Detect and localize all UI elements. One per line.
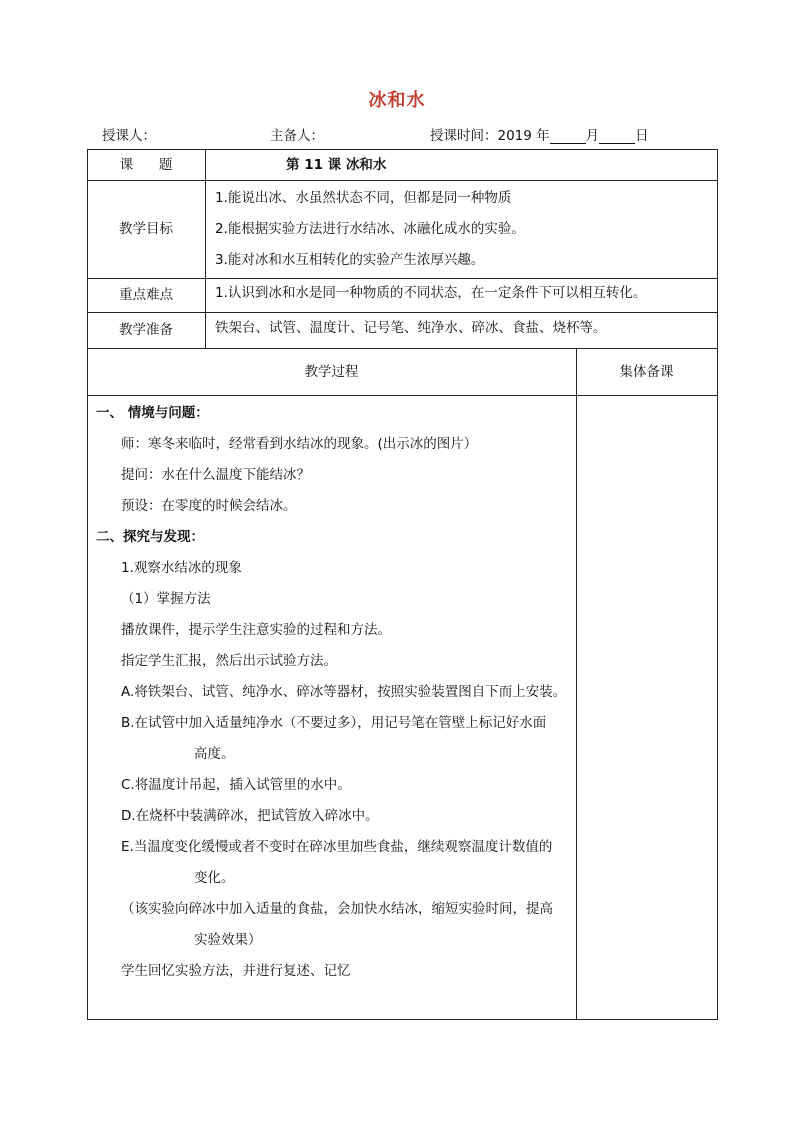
process-line: 预设：在零度的时候会结冰。 xyxy=(121,498,297,514)
lesson-time-label: 授课时间：2019 年 xyxy=(430,128,550,144)
topic-value: 第 11 课 冰和水 xyxy=(286,157,387,173)
process-line: 高度。 xyxy=(194,746,235,762)
goal-item: 1.能说出冰、水虽然状态不同，但都是同一种物质 xyxy=(215,190,512,206)
process-line: 播放课件，提示学生注意实验的过程和方法。 xyxy=(121,622,391,638)
process-line: 1.观察水结冰的现象 xyxy=(121,560,242,576)
process-line: 提问：水在什么温度下能结冰？ xyxy=(121,467,310,483)
preparation-label: 教学准备 xyxy=(119,322,173,338)
process-line: B.在试管中加入适量纯净水（不要过多），用记号笔在管壁上标记好水面 xyxy=(121,715,547,731)
day-blank xyxy=(599,129,635,144)
collective-prep-header: 集体备课 xyxy=(619,363,674,380)
table-border-bottom xyxy=(87,1019,718,1020)
preparation-value: 铁架台、试管、温度计、记号笔、纯净水、碎冰、食盐、烧杯等。 xyxy=(215,320,607,336)
lesson-time-field xyxy=(430,124,649,144)
key-points-value: 1.认识到冰和水是同一种物质的不同状态，在一定条件下可以相互转化。 xyxy=(215,285,647,301)
key-points-label: 重点难点 xyxy=(119,287,173,303)
process-line: 指定学生汇报，然后出示试验方法。 xyxy=(121,653,337,669)
process-header: 教学过程 xyxy=(304,363,359,380)
teacher-field xyxy=(102,124,156,144)
month-blank xyxy=(550,129,586,144)
topic-label: 课 题 xyxy=(119,156,173,173)
goals-label: 教学目标 xyxy=(119,221,173,237)
collective-prep-cell[interactable] xyxy=(577,396,717,1019)
process-line: 实验效果） xyxy=(194,932,262,948)
day-label: 日 xyxy=(635,128,649,144)
process-line: 学生回忆实验方法，并进行复述、记忆 xyxy=(121,963,351,979)
process-line: （1）掌握方法 xyxy=(121,591,211,607)
process-line: E.当温度变化缓慢或者不变时在碎冰里加些食盐，继续观察温度计数值的 xyxy=(121,839,553,855)
goal-item: 2.能根据实验方法进行水结冰、冰融化成水的实验。 xyxy=(215,221,525,237)
label-column-divider xyxy=(205,149,206,349)
preparer-label: 主备人： xyxy=(270,128,324,144)
lesson-plan-table xyxy=(87,149,718,1020)
document-title: 冰和水 xyxy=(368,90,426,111)
process-line: 一、 情境与问题： xyxy=(96,405,209,421)
goal-item: 3.能对冰和水互相转化的实验产生浓厚兴趣。 xyxy=(215,252,485,268)
teacher-label: 授课人： xyxy=(102,128,156,144)
process-line: 变化。 xyxy=(194,870,235,886)
month-label: 月 xyxy=(585,128,600,144)
process-line: 二、探究与发现： xyxy=(96,529,204,545)
process-line: （该实验向碎冰中加入适量的食盐，会加快水结冰，缩短实验时间，提高 xyxy=(121,901,553,917)
process-line: A.将铁架台、试管、纯净水、碎冰等器材，按照实验装置图自下而上安装。 xyxy=(121,684,567,700)
preparer-field xyxy=(270,124,324,144)
process-line: C.将温度计吊起，插入试管里的水中。 xyxy=(121,777,351,793)
table-border-right xyxy=(717,149,718,1020)
process-line: 师：寒冬来临时，经常看到水结冰的现象。(出示冰的图片） xyxy=(121,436,478,452)
process-line: D.在烧杯中装满碎冰，把试管放入碎冰中。 xyxy=(121,808,379,824)
